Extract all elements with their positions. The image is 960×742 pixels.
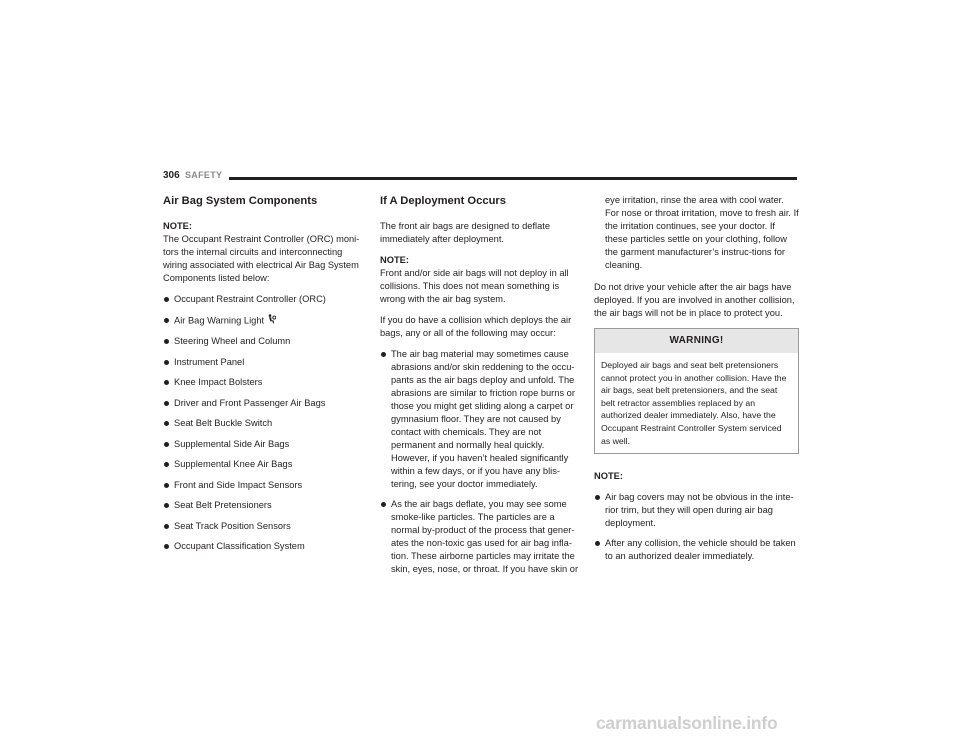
list-item: Driver and Front Passenger Air Bags	[163, 397, 368, 410]
continued-bullet-text: eye irritation, rinse the area with cool water. For nose or throat irritation, move to fresh air. If the irritation continues, see your doctor. If these particles settle on your clothing, follow the garment manufacturer’s instruc-tions for cleaning.	[605, 195, 799, 270]
column-2	[380, 194, 585, 583]
watermark: carmanualsonline.info	[596, 713, 778, 733]
note-list	[594, 491, 799, 563]
warning-text: Deployed air bags and seat belt pretensioners cannot protect you in another collision. Have the air bags, seat belt pretensioners, and the seat belt retractor assemblies replaced by an authorized dealer immediately. Also, have the Occupant Restraint Controller System serviced as well.	[601, 360, 787, 446]
list-item: Steering Wheel and Column	[163, 335, 368, 348]
page-number: 306	[163, 170, 180, 181]
page-header	[163, 170, 797, 184]
column-3	[594, 194, 799, 570]
section-heading: Air Bag System Components	[163, 195, 318, 207]
note	[594, 470, 799, 483]
list-item: Seat Belt Pretensioners	[163, 499, 368, 512]
list-item: Instrument Panel	[163, 356, 368, 369]
section-name: SAFETY	[185, 170, 223, 180]
list-item: Seat Belt Buckle Switch	[163, 417, 368, 430]
list-item-text: Air Bag Warning Light	[174, 314, 265, 325]
list-item: Seat Track Position Sensors	[163, 520, 368, 533]
column-1	[163, 194, 368, 561]
do-not-drive-paragraph: Do not drive your vehicle after the air bags have deployed. If you are involved in another collision, the air bags will not be in place to protect you.	[594, 282, 795, 318]
component-list	[163, 293, 368, 553]
collision-paragraph: If you do have a collision which deploys the air bags, any or all of the following may occur:	[380, 315, 572, 338]
list-item: The air bag material may sometimes cause abrasions and/or skin reddening to the occu-pants as the air bags deploy and unfold. The abrasions are similar to friction rope burns or those you might get sliding along a carpet or gymnasium floor. They are not caused by contact with chemicals. They are not permanent and normally heal quickly. However, if you haven’t healed significantly within a few days, or if you have any blis-tering, see your doctor immediately.	[380, 348, 585, 491]
header-rule	[229, 177, 797, 180]
note-text: Front and/or side air bags will not deploy in all collisions. This does not mean something is wrong with the air bag system.	[380, 268, 569, 304]
list-item: Supplemental Side Air Bags	[163, 438, 368, 451]
list-item: Front and Side Impact Sensors	[163, 479, 368, 492]
note-label: NOTE:	[380, 255, 409, 265]
note-text: The Occupant Restraint Controller (ORC) moni-tors the internal circuits and interconnecting wiring associated with electrical Air Bag System Components listed below:	[163, 234, 360, 283]
note	[380, 254, 585, 306]
list-item	[163, 314, 368, 328]
list-item: Air bag covers may not be obvious in the inte-rior trim, but they will open during air bag deployment.	[594, 491, 799, 530]
intro-paragraph: The front air bags are designed to deflate immediately after deployment.	[380, 221, 551, 244]
airbag-warning-icon	[267, 314, 276, 328]
note	[163, 220, 368, 285]
effects-list	[380, 348, 585, 576]
list-item: Supplemental Knee Air Bags	[163, 458, 368, 471]
list-item: Occupant Classification System	[163, 540, 368, 553]
warning-box	[594, 328, 799, 454]
list-item: After any collision, the vehicle should be taken to an authorized dealer immediately.	[594, 537, 799, 563]
list-item: Occupant Restraint Controller (ORC)	[163, 293, 368, 306]
section-heading: If A Deployment Occurs	[380, 195, 506, 207]
note-label: NOTE:	[594, 471, 623, 482]
list-item: As the air bags deflate, you may see some smoke-like particles. The particles are a normal by-product of the process that gener-ates the non-toxic gas used for air bag infla-tion. These airborne particles may irritate the skin, eyes, nose, or throat. If you have skin or	[380, 498, 585, 576]
note-label: NOTE:	[163, 221, 192, 231]
list-item: Knee Impact Bolsters	[163, 376, 368, 389]
warning-title: WARNING!	[595, 329, 798, 353]
